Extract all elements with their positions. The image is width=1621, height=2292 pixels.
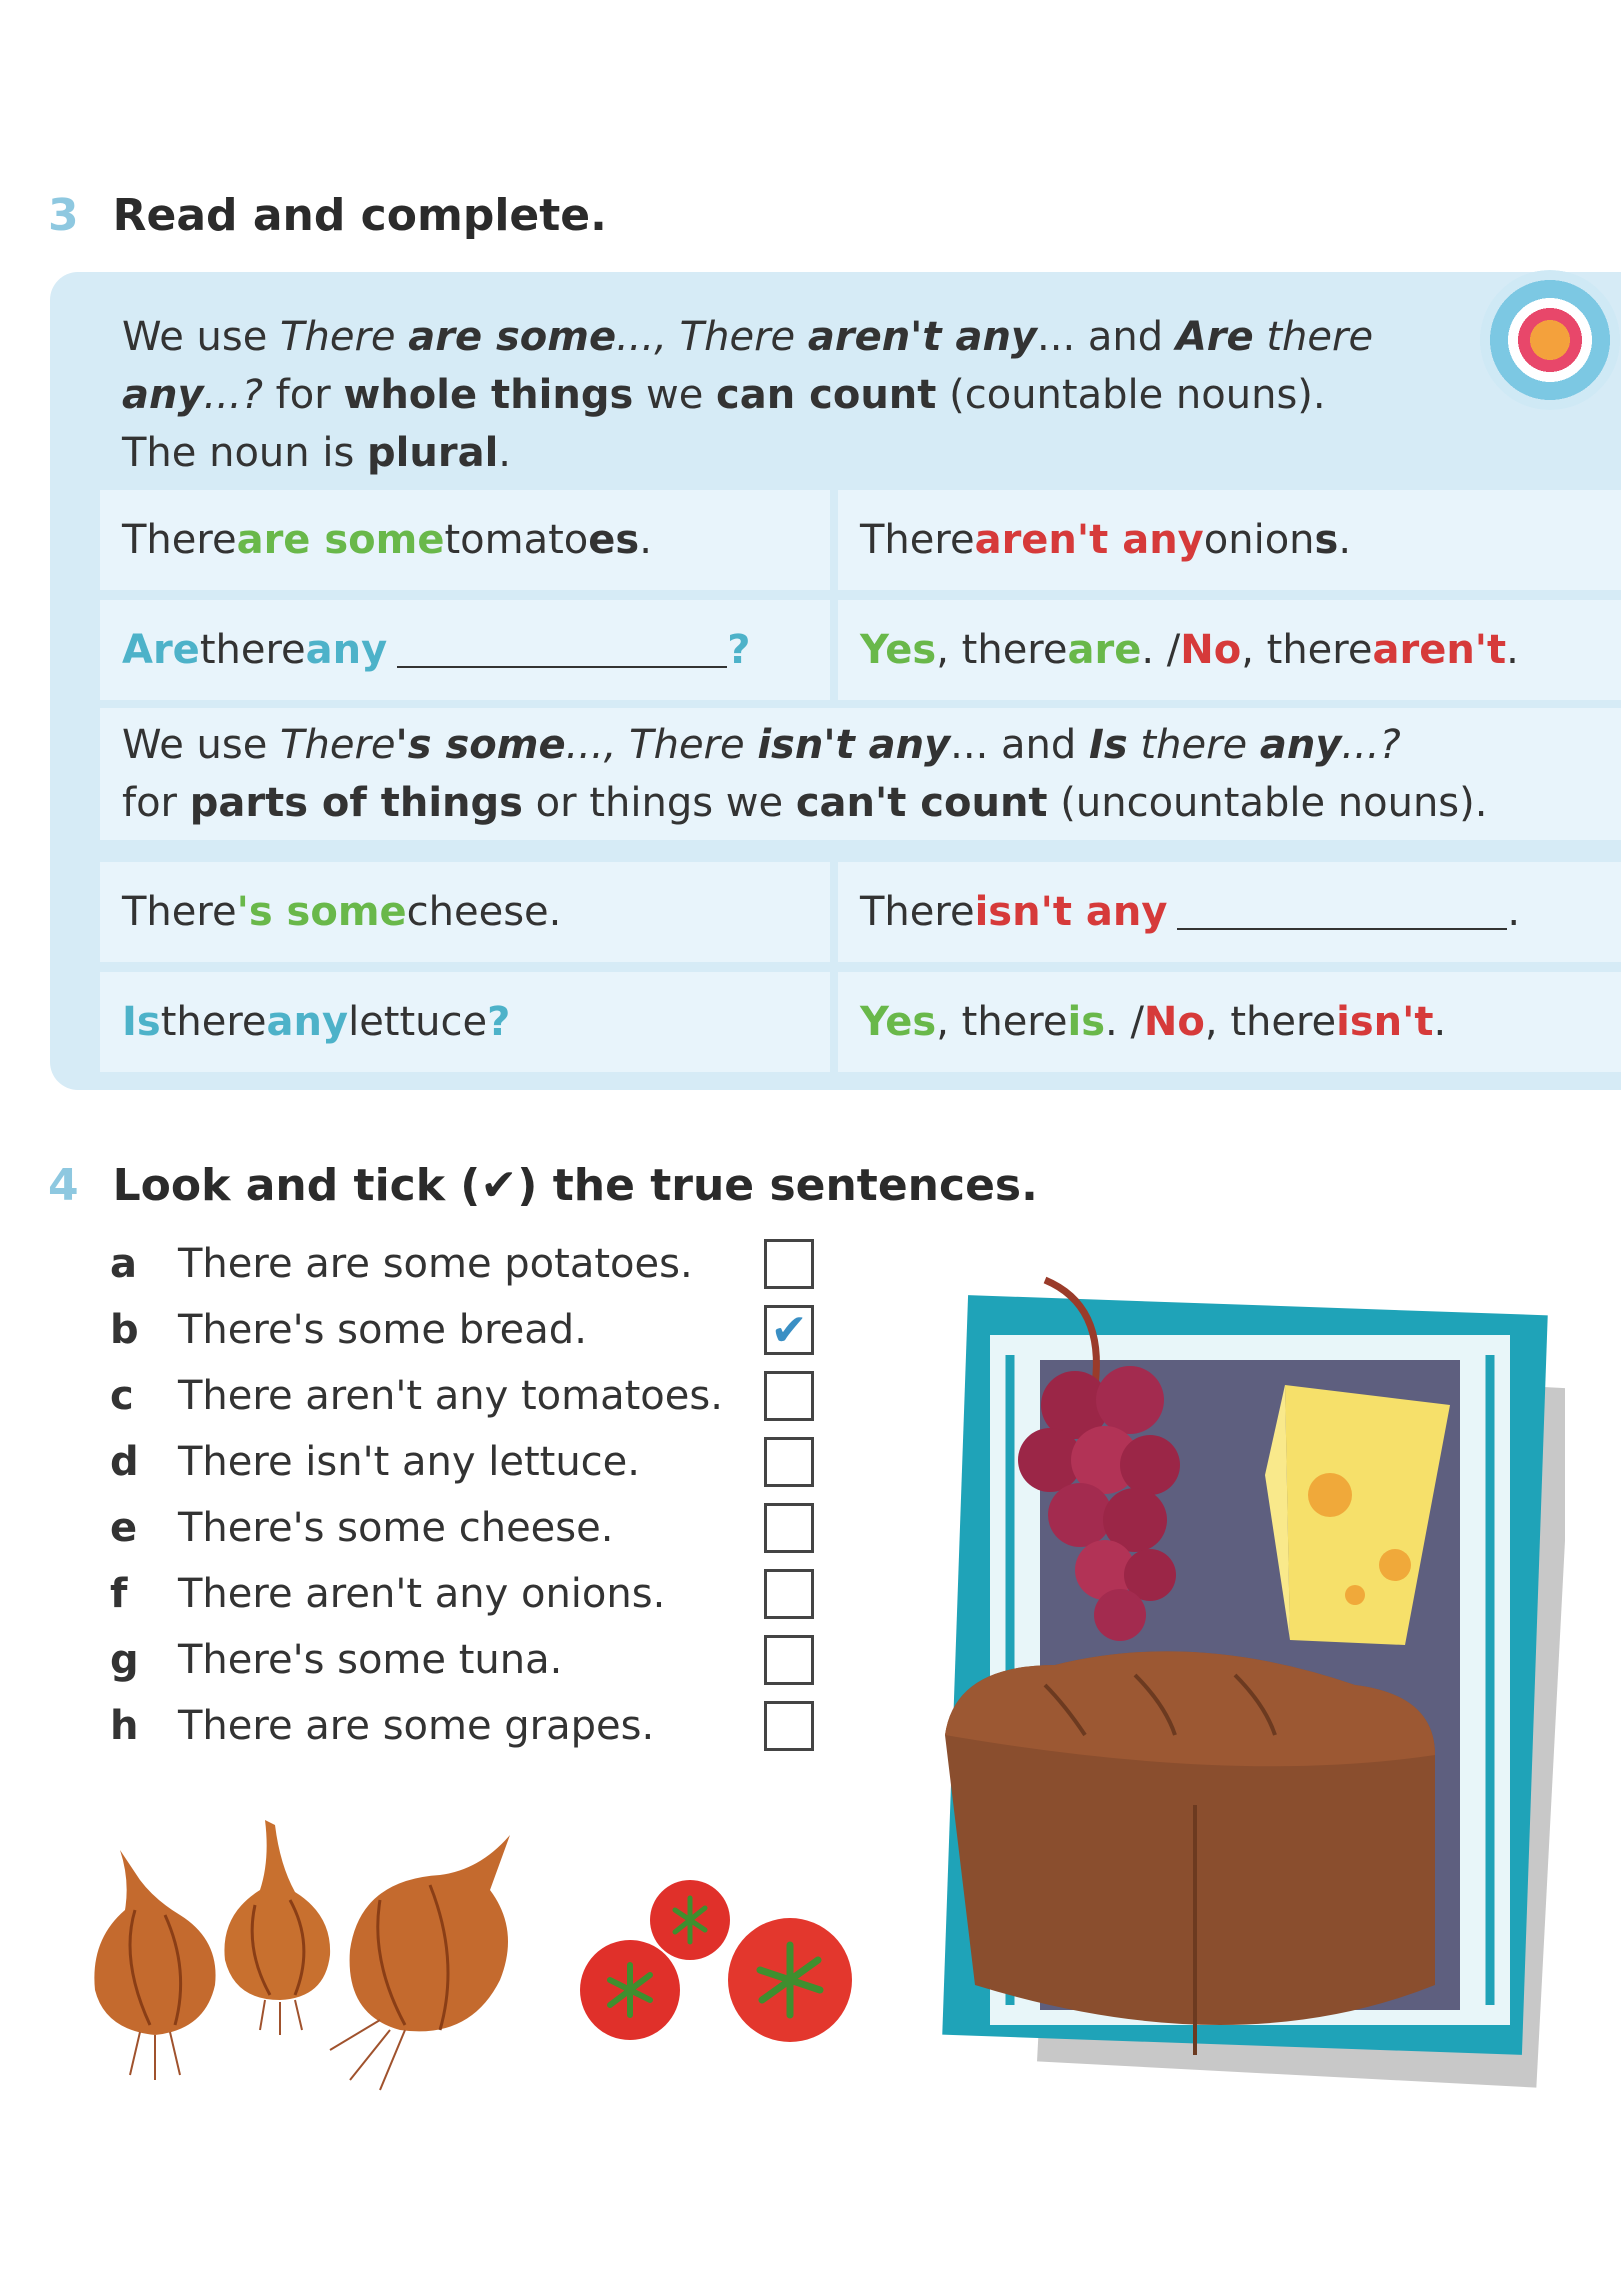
text: there	[199, 627, 306, 673]
text: for	[122, 780, 190, 826]
text: , there	[936, 627, 1068, 673]
text: there	[1127, 722, 1260, 768]
example-cell	[100, 600, 830, 700]
text: are some	[408, 314, 617, 360]
text: whole things	[343, 372, 634, 418]
item-text: There's some tuna.	[178, 1637, 563, 1683]
text: aren't any	[807, 314, 1038, 360]
text: The noun is	[122, 430, 368, 476]
item-text: There isn't any lettuce.	[178, 1439, 640, 1485]
countable-intro	[122, 308, 1373, 482]
text: es	[588, 517, 640, 563]
text: Yes	[860, 999, 937, 1045]
text: plural	[367, 430, 499, 476]
fill-in-blank[interactable]	[1177, 894, 1507, 930]
text: we	[633, 372, 717, 418]
example-row-2	[100, 600, 1621, 700]
text: can't count	[795, 780, 1048, 826]
text: 's some	[395, 722, 566, 768]
text: There	[122, 517, 237, 563]
list-item	[110, 1234, 830, 1294]
text: There	[860, 517, 975, 563]
example-cell	[838, 972, 1621, 1072]
example-cell	[838, 600, 1621, 700]
grammar-box	[50, 272, 1621, 1090]
item-letter: c	[110, 1373, 134, 1419]
onion	[330, 1835, 510, 2090]
text: .	[1433, 999, 1447, 1045]
text: , there	[936, 999, 1068, 1045]
text: aren't	[1372, 627, 1507, 673]
text: There	[280, 314, 409, 360]
text: There	[679, 314, 808, 360]
item-text: There aren't any onions.	[178, 1571, 666, 1617]
text: aren't any	[974, 517, 1204, 563]
item-letter: b	[110, 1307, 139, 1353]
text: Are	[1175, 314, 1254, 360]
item-letter: f	[110, 1571, 128, 1617]
text: (uncountable nouns).	[1047, 780, 1488, 826]
text: (countable nouns).	[936, 372, 1326, 418]
text: .	[498, 430, 511, 476]
basket-illustration	[935, 1265, 1565, 2095]
list-item	[110, 1564, 830, 1624]
onions-illustration	[80, 1820, 600, 2100]
text: isn't	[1336, 999, 1434, 1045]
tick-checkbox[interactable]	[764, 1503, 814, 1553]
text: any	[122, 372, 204, 418]
text: any	[305, 627, 388, 673]
text: for	[275, 372, 344, 418]
text: ...,	[616, 314, 680, 360]
text: or things we	[522, 780, 796, 826]
item-text: There aren't any tomatoes.	[178, 1373, 723, 1419]
text: Is	[1089, 722, 1128, 768]
text: are	[1067, 627, 1142, 673]
text: ...?	[1341, 722, 1401, 768]
list-item	[110, 1366, 830, 1426]
text: are some	[236, 517, 445, 563]
example-cell	[838, 490, 1621, 590]
example-cell	[838, 862, 1621, 962]
text: No	[1180, 627, 1242, 673]
text: .	[1338, 517, 1352, 563]
item-letter: g	[110, 1637, 139, 1683]
text: there	[1253, 314, 1374, 360]
exercise-number: 3	[48, 190, 79, 241]
item-text: There are some potatoes.	[178, 1241, 693, 1287]
text: We use	[122, 314, 281, 360]
text: Is	[122, 999, 161, 1045]
text: there	[160, 999, 267, 1045]
tick-checkbox[interactable]	[764, 1635, 814, 1685]
text: .	[639, 517, 652, 563]
text: ...?	[203, 372, 276, 418]
text: any	[266, 999, 349, 1045]
item-letter: e	[110, 1505, 138, 1551]
item-letter: h	[110, 1703, 139, 1749]
text: s	[1314, 517, 1339, 563]
text: Yes	[860, 627, 937, 673]
text: cheese.	[406, 889, 562, 935]
onion	[94, 1850, 215, 2080]
text: We use	[122, 722, 281, 768]
text: .	[1507, 889, 1521, 935]
text: There	[122, 889, 237, 935]
text: There	[860, 889, 975, 935]
tick-checkbox[interactable]	[764, 1437, 814, 1487]
example-cell	[100, 490, 830, 590]
item-text: There's some bread.	[178, 1307, 587, 1353]
item-text: There's some cheese.	[178, 1505, 614, 1551]
item-letter: a	[110, 1241, 137, 1287]
tick-checkbox[interactable]	[764, 1371, 814, 1421]
text: .	[1506, 627, 1519, 673]
tick-checkbox[interactable]: ✔	[764, 1305, 814, 1355]
text: ...,	[565, 722, 630, 768]
tick-checkbox[interactable]	[764, 1701, 814, 1751]
exercise-instruction: Read and complete.	[112, 190, 607, 241]
text: ?	[727, 627, 751, 673]
example-cell	[100, 972, 830, 1072]
text: , there	[1241, 627, 1373, 673]
target-icon	[1478, 270, 1621, 410]
text: . /	[1141, 627, 1181, 673]
text: isn't any	[757, 722, 951, 768]
tomatoes-illustration	[570, 1870, 870, 2060]
text: 's some	[236, 889, 407, 935]
text: . /	[1105, 999, 1144, 1045]
text: onion	[1203, 517, 1315, 563]
item-text: There are some grapes.	[178, 1703, 655, 1749]
text: There	[629, 722, 758, 768]
item-letter: d	[110, 1439, 139, 1485]
example-cell	[100, 862, 830, 962]
text: ?	[487, 999, 511, 1045]
text: There	[280, 722, 396, 768]
text: can count	[716, 372, 937, 418]
tick-checkbox[interactable]	[764, 1239, 814, 1289]
text: any	[1259, 722, 1342, 768]
example-row-3	[100, 862, 1621, 962]
exercise-4-heading	[48, 1160, 1038, 1211]
example-row-4	[100, 972, 1621, 1072]
list-item	[110, 1696, 830, 1756]
text: is	[1067, 999, 1106, 1045]
uncountable-intro	[100, 708, 1621, 840]
exercise-instruction: Look and tick (✔) the true sentences.	[112, 1160, 1038, 1211]
bread-illustration	[945, 1651, 1435, 2055]
text: ... and	[950, 722, 1089, 768]
exercise-3-heading	[48, 190, 607, 241]
text: isn't any	[974, 889, 1168, 935]
list-item	[110, 1432, 830, 1492]
list-item	[110, 1300, 830, 1360]
text: ... and	[1037, 314, 1176, 360]
text: , there	[1204, 999, 1337, 1045]
list-item	[110, 1630, 830, 1690]
list-item	[110, 1498, 830, 1558]
example-row-1	[100, 490, 1621, 590]
text: No	[1143, 999, 1205, 1045]
exercise-number: 4	[48, 1160, 79, 1211]
text: parts of things	[189, 780, 523, 826]
text: lettuce	[348, 999, 488, 1045]
text: Are	[122, 627, 200, 673]
onion	[224, 1820, 330, 2035]
fill-in-blank[interactable]	[397, 632, 727, 668]
text: tomato	[444, 517, 589, 563]
tick-checkbox[interactable]	[764, 1569, 814, 1619]
